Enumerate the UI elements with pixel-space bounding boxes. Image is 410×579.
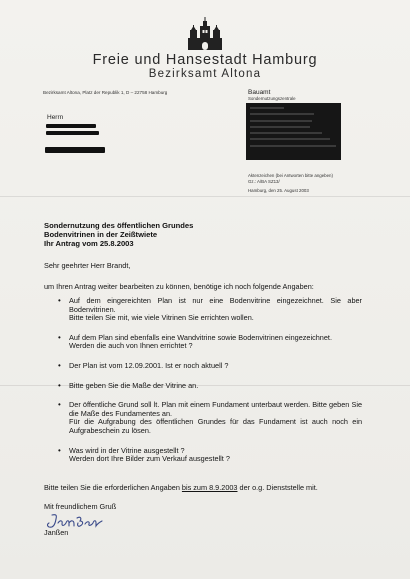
fold-line	[0, 196, 410, 197]
intro-text: um Ihren Antrag weiter bearbeiten zu können, benötige ich noch folgende Angaben:	[44, 282, 314, 291]
return-address: Bezirksamt Altona, Platz der Republik 1, D – 22758 Hamburg	[43, 90, 168, 95]
deadline: bis zum 8.9.2003	[181, 483, 238, 492]
recipient-salutation: Herrn	[47, 114, 64, 121]
redacted-contact-lines	[250, 107, 338, 151]
signer-name: Janßen	[44, 528, 69, 537]
redacted-recipient-city	[45, 147, 105, 153]
subject-line: Ihr Antrag vom 25.8.2003	[44, 239, 134, 248]
list-item: • Was wird in der Vitrine ausgestellt ? Werden dort Ihre Bilder zum Verkauf ausgestellt ?	[58, 447, 362, 464]
list-item: • Der Plan ist vom 12.09.2001. Ist er noch aktuell ?	[58, 362, 362, 371]
subject-line: Bodenvitrinen in der Zeißtwiete	[44, 230, 158, 239]
department-title: Bauamt	[248, 89, 271, 96]
subject-line: Sondernutzung des öffentlichen Grundes	[44, 221, 194, 230]
department-subtitle: Sondernutzungszentrale	[248, 96, 296, 101]
redacted-recipient-name	[46, 124, 96, 128]
list-item: • Auf dem Plan sind ebenfalls eine Wandvitrine sowie Bodenvitrinen eingezeichnet. Werden die auch von Ihnen errichtet ?	[58, 334, 362, 351]
reference-value: Gz.: A/BA SZ13/	[248, 179, 280, 184]
subject-block	[44, 221, 193, 248]
list-item: • Bitte geben Sie die Maße der Vitrine an.	[58, 382, 362, 391]
redacted-recipient-street	[46, 131, 99, 135]
letterhead-district: Bezirksamt Altona	[148, 68, 262, 80]
list-item: • Der öffentliche Grund soll lt. Plan mit einem Fundament unterbaut werden. Bitte geben Sie die Maße des Fundamentes an. Für die Aufgrabung des öffentlichen Grundes für das Fundament ist auch noch ein Aufgrabeschein zu lösen.	[58, 401, 362, 435]
reference-label: Aktenzeichen (bei Antworten bitte angeben)	[248, 173, 333, 178]
closing-request: Bitte teilen Sie die erforderlichen Angaben bis zum 8.9.2003 der o.g. Dienststelle mit.	[44, 483, 318, 492]
place-date: Hamburg, den 25. August 2003	[248, 188, 309, 193]
regards: Mit freundlichem Gruß	[44, 502, 117, 511]
request-list	[58, 297, 362, 464]
hamburg-castle-icon	[186, 14, 224, 52]
list-item: • Auf dem eingereichten Plan ist nur eine Bodenvitrine eingezeichnet. Sie aber Bodenvitrinen. Bitte teilen Sie mit, wie viele Vitrinen Sie errichten wollen.	[58, 297, 362, 323]
greeting: Sehr geehrter Herr Brandt,	[44, 261, 131, 270]
letterhead-city: Freie und Hansestadt Hamburg	[92, 52, 318, 68]
